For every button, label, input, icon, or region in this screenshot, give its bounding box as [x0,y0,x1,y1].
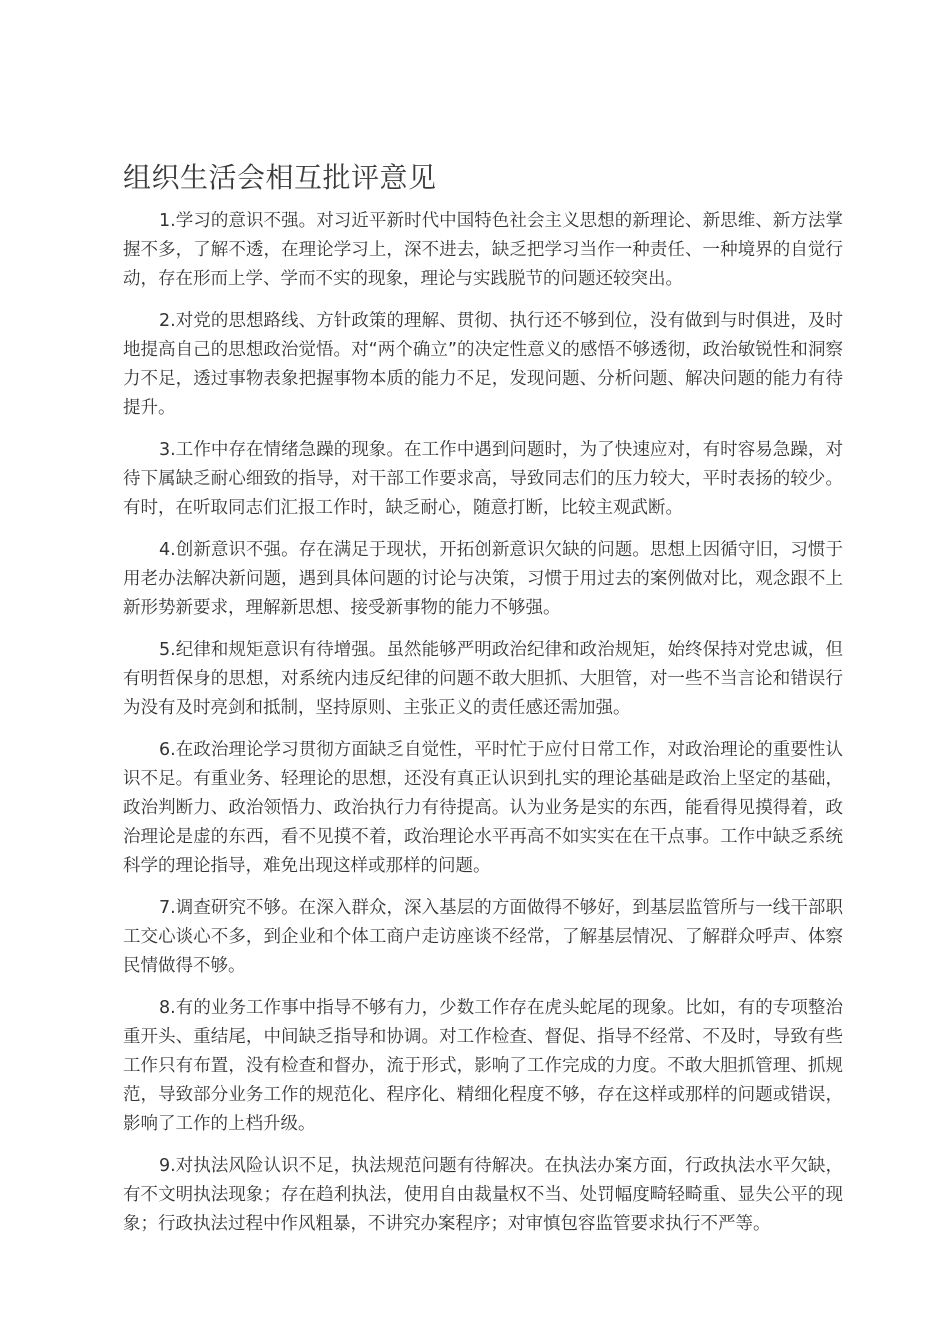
document-title: 组织生活会相互批评意见 [123,161,437,194]
paragraph-7: 7.调查研究不够。在深入群众，深入基层的方面做得不够好，到基层监管所与一线干部职工交心谈心不多，到企业和个体工商户走访座谈不经常，了解基层情况、了解群众呼声、体察民情做得不够。 [123,898,843,976]
paragraph-6: 6.在政治理论学习贯彻方面缺乏自觉性，平时忙于应付日常工作，对政治理论的重要性认识不足。有重业务、轻理论的思想，还没有真正认识到扎实的理论基础是政治上坚定的基础，政治判断力、政治领悟力、政治执行力有待提高。认为业务是实的东西，能看得见摸得着，政治理论是虚的东西，看不见摸不着，政治理论水平再高不如实实在在干点事。工作中缺乏系统科学的理论指导，难免出现这样或那样的问题。 [123,740,843,876]
paragraph-8: 8.有的业务工作事中指导不够有力，少数工作存在虎头蛇尾的现象。比如，有的专项整治重开头、重结尾，中间缺乏指导和协调。对工作检查、督促、指导不经常、不及时，导致有些工作只有布置，没有检查和督办，流于形式，影响了工作完成的力度。不敢大胆抓管理、抓规范，导致部分业务工作的规范化、程序化、精细化程度不够，存在这样或那样的问题或错误，影响了工作的上档升级。 [123,998,843,1134]
document-body [123,207,843,1252]
paragraph-9: 9.对执法风险认识不足，执法规范问题有待解决。在执法办案方面，行政执法水平欠缺，有不文明执法现象；存在趋利执法，使用自由裁量权不当、处罚幅度畸轻畸重、显失公平的现象；行政执法过程中作风粗暴，不讲究办案程序；对审慎包容监管要求执行不严等。 [123,1156,843,1234]
paragraph-1: 1.学习的意识不强。对习近平新时代中国特色社会主义思想的新理论、新思维、新方法掌握不多，了解不透，在理论学习上，深不进去，缺乏把学习当作一种责任、一种境界的自觉行动，存在形而上学、学而不实的现象，理论与实践脱节的问题还较突出。 [123,211,843,289]
paragraph-3: 3.工作中存在情绪急躁的现象。在工作中遇到问题时，为了快速应对，有时容易急躁，对待下属缺乏耐心细致的指导，对干部工作要求高，导致同志们的压力较大，平时表扬的较少。有时，在听取同志们汇报工作时，缺乏耐心，随意打断，比较主观武断。 [123,440,843,518]
paragraph-2: 2.对党的思想路线、方针政策的理解、贯彻、执行还不够到位，没有做到与时俱进，及时地提高自己的思想政治觉悟。对“两个确立”的决定性意义的感悟不够透彻，政治敏锐性和洞察力不足，透过事物表象把握事物本质的能力不足，发现问题、分析问题、解决问题的能力有待提升。 [123,311,843,418]
paragraph-5: 5.纪律和规矩意识有待增强。虽然能够严明政治纪律和政治规矩，始终保持对党忠诚，但有明哲保身的思想，对系统内违反纪律的问题不敢大胆抓、大胆管，对一些不当言论和错误行为没有及时亮剑和抵制，坚持原则、主张正义的责任感还需加强。 [123,640,843,718]
paragraph-4: 4.创新意识不强。存在满足于现状，开拓创新意识欠缺的问题。思想上因循守旧，习惯于用老办法解决新问题，遇到具体问题的讨论与决策，习惯于用过去的案例做对比，观念跟不上新形势新要求，理解新思想、接受新事物的能力不够强。 [123,540,843,618]
